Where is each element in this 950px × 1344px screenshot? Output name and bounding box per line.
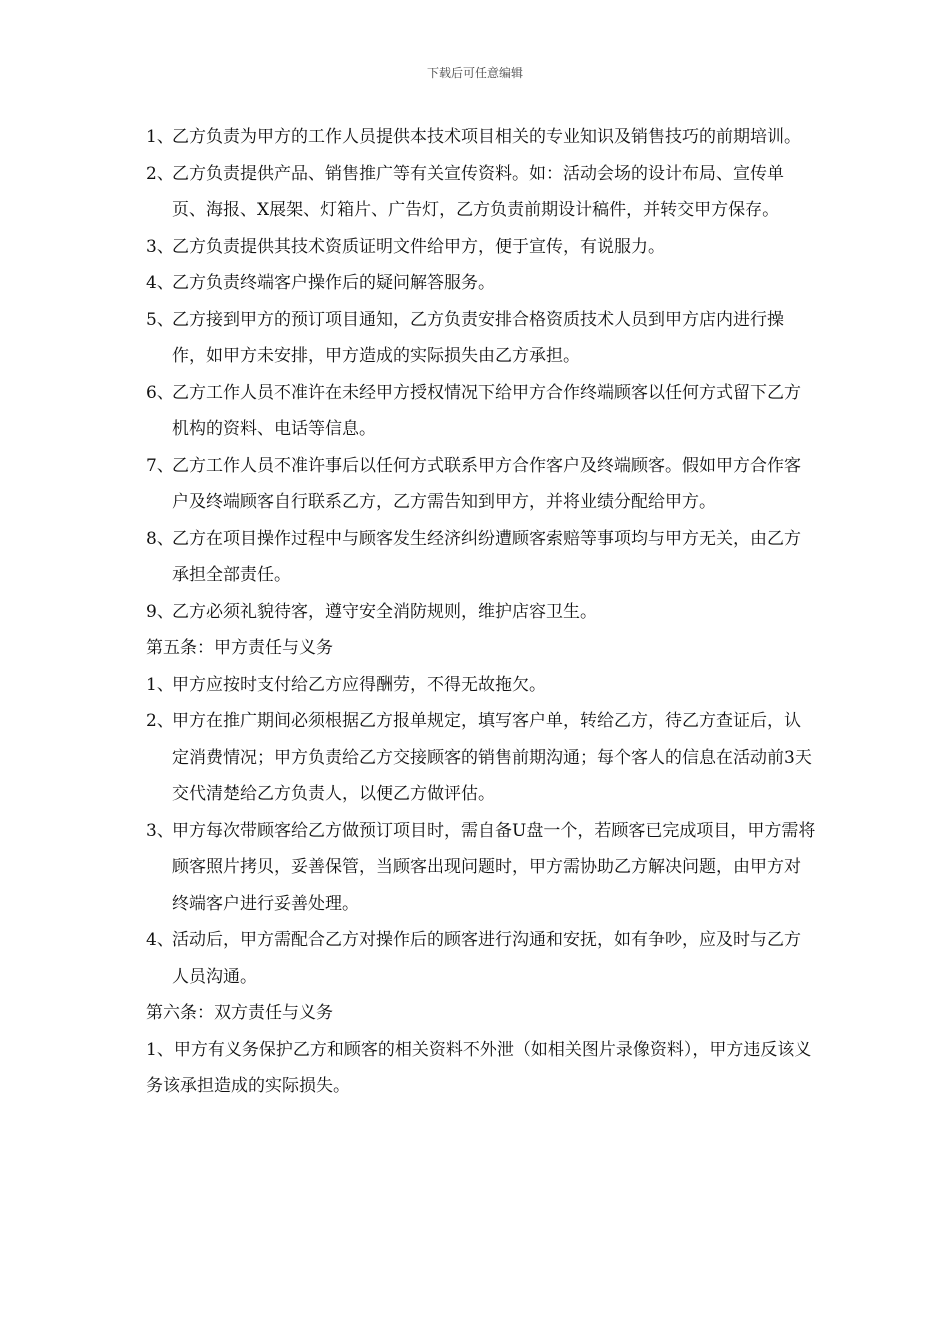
list-item	[146, 375, 816, 448]
section-heading: 第六条：双方责任与义务	[146, 1003, 333, 1023]
item-text: 乙方必须礼貌待客，遵守安全消防规则，维护店容卫生。	[172, 601, 597, 622]
list-item	[146, 594, 816, 631]
item-text: 乙方负责提供产品、销售推广等有关宣传资料。如：活动会场的设计布局、宣传单页、海报、X展架、灯箱片、广告灯，乙方负责前期设计稿件，并转交甲方保存。	[172, 163, 784, 220]
list-item	[146, 156, 816, 229]
item-text: 活动后，甲方需配合乙方对操作后的顾客进行沟通和安抚，如有争吵，应及时与乙方人员沟通。	[172, 930, 801, 987]
item-text: 乙方工作人员不准许事后以任何方式联系甲方合作客户及终端顾客。假如甲方合作客户及终端顾客自行联系乙方，乙方需告知到甲方，并将业绩分配给甲方。	[172, 455, 801, 512]
item-number: 6、	[146, 382, 174, 403]
item-number: 3、	[146, 236, 174, 257]
item-text: 甲方每次带顾客给乙方做预订项目时，需自备U盘一个，若顾客已完成项目，甲方需将顾客照片拷贝，妥善保管，当顾客出现问题时，甲方需协助乙方解决问题，由甲方对终端客户进行妥善处理。	[172, 820, 816, 914]
document-body	[146, 119, 816, 1105]
list-item	[146, 229, 816, 266]
item-number: 7、	[146, 455, 174, 476]
item-number: 9、	[146, 601, 174, 622]
item-text: 乙方在项目操作过程中与顾客发生经济纠纷遭顾客索赔等事项均与甲方无关，由乙方承担全部责任。	[172, 528, 801, 585]
list-item	[146, 1032, 816, 1105]
item-number: 5、	[146, 309, 174, 330]
item-text: 乙方负责提供其技术资质证明文件给甲方，便于宣传，有说服力。	[172, 236, 665, 257]
item-number: 3、	[146, 820, 174, 841]
section-heading: 第五条：甲方责任与义务	[146, 638, 333, 658]
list-item	[146, 667, 816, 704]
list-item	[146, 521, 816, 594]
list-item	[146, 119, 816, 156]
item-number: 4、	[146, 273, 174, 293]
item-text: 甲方在推广期间必须根据乙方报单规定，填写客户单，转给乙方，待乙方查证后，认定消费情况；甲方负责给乙方交接顾客的销售前期沟通；每个客人的信息在活动前3天交代清楚给乙方负责人，以便乙方做评估。	[172, 711, 812, 804]
item-number: 4、	[146, 930, 174, 950]
item-text: 甲方应按时支付给乙方应得酬劳，不得无故拖欠。	[172, 674, 546, 695]
item-text: 乙方工作人员不准许在未经甲方授权情况下给甲方合作终端顾客以任何方式留下乙方机构的资料、电话等信息。	[172, 382, 801, 439]
list-item	[146, 703, 816, 813]
item-number: 1、	[146, 1039, 174, 1060]
item-number: 8、	[146, 528, 174, 549]
list-item	[146, 813, 816, 923]
list-item	[146, 265, 816, 302]
item-number: 1、	[146, 127, 174, 147]
item-text: 乙方负责终端客户操作后的疑问解答服务。	[172, 273, 495, 293]
item-number: 1、	[146, 674, 174, 695]
item-number: 2、	[146, 163, 174, 184]
list-item	[146, 922, 816, 995]
item-text: 乙方接到甲方的预订项目通知，乙方负责安排合格资质技术人员到甲方店内进行操作，如甲方未安排，甲方造成的实际损失由乙方承担。	[172, 309, 784, 366]
item-text: 甲方有义务保护乙方和顾客的相关资料不外泄（如相关图片录像资料），甲方违反该义务该承担造成的实际损失。	[146, 1039, 812, 1096]
list-item	[146, 448, 816, 521]
item-number: 2、	[146, 711, 174, 731]
list-item	[146, 302, 816, 375]
page-header: 下载后可任意编辑	[426, 66, 523, 80]
item-text: 乙方负责为甲方的工作人员提供本技术项目相关的专业知识及销售技巧的前期培训。	[172, 127, 801, 147]
